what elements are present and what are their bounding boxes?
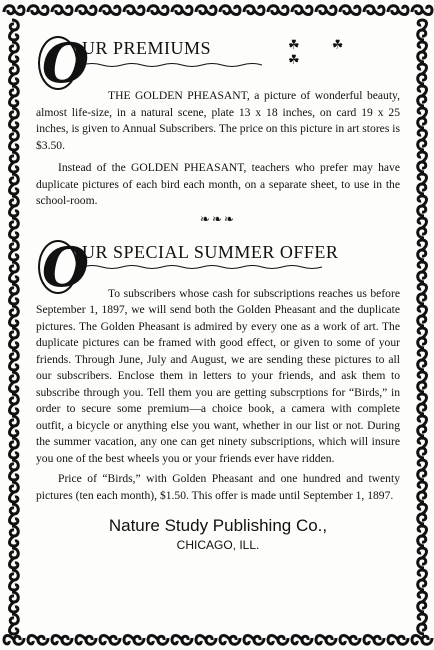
scroll-ornament [418, 130, 427, 150]
scroll-ornament [76, 636, 96, 645]
scroll-ornament [388, 636, 408, 645]
scroll-ornament [100, 636, 120, 645]
scroll-ornament [28, 636, 48, 645]
scroll-ornament [418, 240, 427, 260]
scroll-ornament [76, 6, 96, 15]
scroll-ornament [4, 636, 24, 645]
scroll-ornament [418, 350, 427, 370]
premiums-initial: O [42, 31, 90, 95]
premiums-heading [36, 28, 400, 95]
scroll-ornament [364, 6, 384, 15]
scroll-ornament [418, 394, 427, 414]
scroll-ornament [10, 372, 19, 392]
scroll-ornament [172, 636, 192, 645]
scroll-ornament [418, 42, 427, 62]
scroll-ornament [364, 636, 384, 645]
scroll-ornament [418, 152, 427, 172]
title-flourish [82, 62, 262, 68]
scroll-ornament [316, 636, 336, 645]
scroll-ornament [10, 438, 19, 458]
summer-offer-paragraph-2: Price of “Birds,” with Golden Pheasant and one hundred and twenty pictures (ten each month), $1.50. This offer is made until September 1, 1897. [36, 472, 400, 502]
publisher-city: CHICAGO, ILL. [176, 538, 260, 552]
scroll-ornament [418, 108, 427, 128]
summer-offer-title: UR SPECIAL SUMMER OFFER [82, 241, 339, 262]
scroll-ornament [268, 636, 288, 645]
title-flourish [82, 264, 332, 270]
scroll-ornament [268, 6, 288, 15]
scroll-ornament [52, 636, 72, 645]
scroll-ornament [10, 328, 19, 348]
scroll-ornament [418, 526, 427, 546]
scroll-ornament [292, 6, 312, 15]
scroll-ornament [10, 218, 19, 238]
scroll-ornament [388, 6, 408, 15]
scroll-ornament [172, 6, 192, 15]
scroll-ornament [418, 504, 427, 524]
scroll-ornament [418, 614, 427, 634]
scroll-ornament [418, 438, 427, 458]
premiums-title: UR PREMIUMS [82, 38, 212, 58]
scroll-ornament [418, 306, 427, 326]
scroll-ornament [418, 218, 427, 238]
summer-offer-paragraph-1: To subscribers whose cash for subscriptions reaches us before September 1, 1897, we will send both the Golden Pheasant and the duplicate pictures. The Golden Pheasant is admired by every one as a work of art. The duplicate pictures can be framed with good effect, or given to some of your friends. Through June, July and August, we are sending these pictures to all our subscribers. Enclose them in letters to your friends, and ask them to subscribe through you. Tell them you are getting subscrptions for “Birds,” in order to secure some premium—a choice book, a camera with complete outfit, a bicycle or anything else you want, whether in our list or not. During the summer vacation, any one can get ninety subscriptions, which will insure you one of the best wheels you or your friends ever have ridden. [36, 286, 400, 465]
scroll-ornament [196, 636, 216, 645]
scroll-ornament [10, 482, 19, 502]
scroll-ornament [418, 570, 427, 590]
scroll-ornament [148, 636, 168, 645]
premiums-paragraph-2: Instead of the GOLDEN PHEASANT, teachers who prefer may have duplicate pictures of each bird each month, on a separate sheet, to use in the school-room. [36, 161, 400, 207]
summer-offer-initial: O [42, 234, 90, 299]
scroll-ornament [418, 548, 427, 568]
scroll-ornament [292, 636, 312, 645]
summer-offer-heading [36, 232, 400, 299]
scroll-ornament [124, 6, 144, 15]
section-divider-ornament: ❧❧❧ [199, 211, 237, 226]
scroll-ornament [10, 108, 19, 128]
scroll-ornament [10, 174, 19, 194]
scroll-ornament [418, 482, 427, 502]
scroll-ornament [10, 86, 19, 106]
scroll-ornament [52, 6, 72, 15]
scroll-ornament [10, 42, 19, 62]
scroll-ornament [28, 6, 48, 15]
scroll-ornament [10, 284, 19, 304]
scroll-ornament [418, 20, 427, 40]
scroll-ornament [244, 636, 264, 645]
scroll-ornament [10, 306, 19, 326]
scroll-ornament [10, 504, 19, 524]
scroll-ornament [340, 636, 360, 645]
scroll-ornament [220, 636, 240, 645]
scroll-ornament [10, 350, 19, 370]
scroll-ornament [124, 636, 144, 645]
scroll-ornament [196, 6, 216, 15]
scroll-ornament [10, 548, 19, 568]
scroll-ornament [100, 6, 120, 15]
scroll-ornament [418, 328, 427, 348]
scroll-ornament [10, 394, 19, 414]
scroll-ornament [418, 416, 427, 436]
scroll-ornament [10, 64, 19, 84]
premiums-ornaments: ☘ ☘ ☘ [288, 38, 358, 68]
scroll-ornament [244, 6, 264, 15]
scroll-ornament [418, 284, 427, 304]
scroll-ornament [10, 570, 19, 590]
scroll-ornament [220, 6, 240, 15]
scroll-ornament [10, 196, 19, 216]
scroll-ornament [418, 196, 427, 216]
publisher-name: Nature Study Publishing Co., [108, 516, 328, 535]
scroll-ornament [418, 86, 427, 106]
scroll-ornament [10, 20, 19, 40]
scroll-ornament [340, 6, 360, 15]
scroll-ornament [418, 460, 427, 480]
scroll-ornament [10, 592, 19, 612]
scroll-ornament [412, 636, 432, 645]
scroll-ornament [10, 262, 19, 282]
scroll-ornament [10, 460, 19, 480]
scroll-ornament [412, 6, 432, 15]
document-body [36, 28, 400, 552]
scroll-ornament [418, 372, 427, 392]
scroll-ornament [148, 6, 168, 15]
scroll-ornament [10, 130, 19, 150]
scroll-ornament [418, 592, 427, 612]
scroll-ornament [10, 526, 19, 546]
premiums-paragraph-1: THE GOLDEN PHEASANT, a picture of wonderful beauty, almost life-size, in a natural scene, plate 13 x 18 inches, on card 19 x 25 inches, is given to Annual Subscribers. The price on this picture in art stores is $3.50. [36, 89, 400, 152]
scroll-ornament [418, 262, 427, 282]
scroll-ornament [418, 174, 427, 194]
scroll-ornament [10, 416, 19, 436]
scroll-ornament [10, 240, 19, 260]
scroll-ornament [418, 64, 427, 84]
scroll-ornament [10, 152, 19, 172]
scroll-ornament [316, 6, 336, 15]
scroll-ornament [10, 614, 19, 634]
scroll-ornament [4, 6, 24, 15]
